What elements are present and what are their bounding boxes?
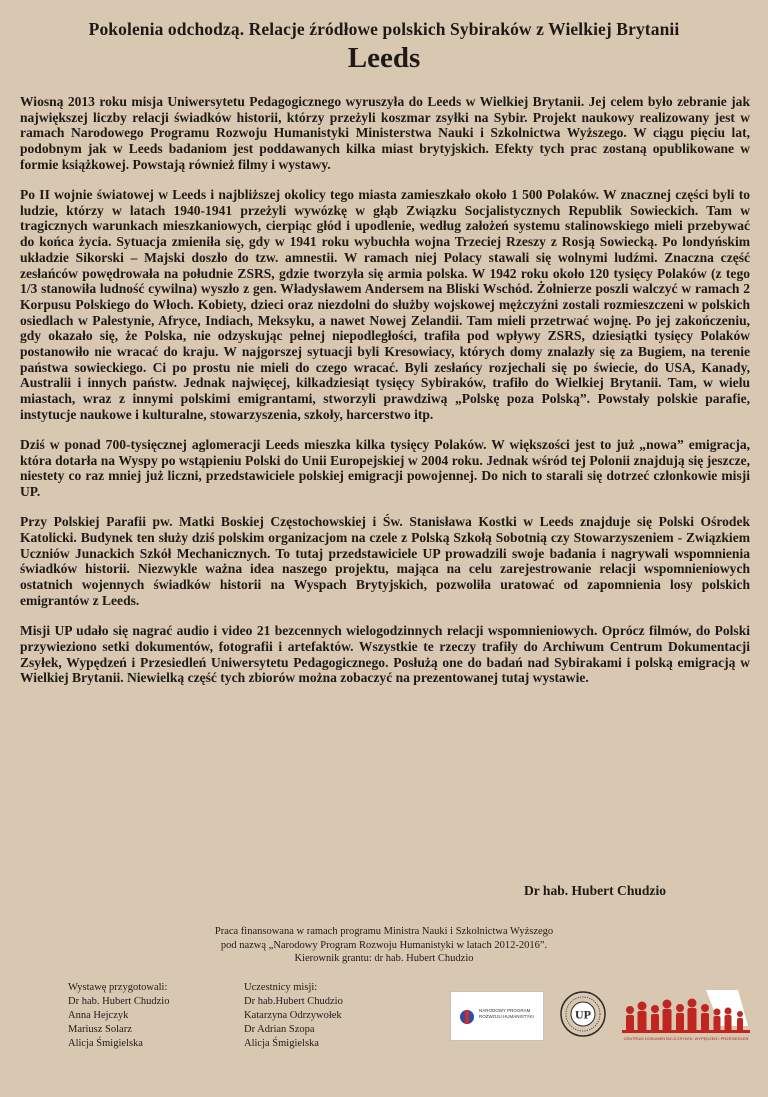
nprh-mark-icon <box>460 1010 474 1024</box>
funding-line: pod nazwą „Narodowy Program Rozwoju Humanistyki w latach 2012-2016”. <box>220 939 548 951</box>
mission-credits <box>244 981 343 1051</box>
poster-title: Pokolenia odchodzą. Relacje źródłowe polskich Sybiraków z Wielkiej Brytanii <box>88 19 680 39</box>
paragraph: Misji UP udało się nagrać audio i video 21 bezcennych wielogodzinnych relacji wspomnieniowych. Oprócz filmów, do Polski przywieziono setki dokumentów, fotografii i artefaktów. Wszystkie te rzeczy trafiły do Archiwum Centrum Dokumentacji Zsyłek, Wypędzeń i Przesiedleń Uniwersytetu Pedagogicznego. Posłużą one do badań nad Sybirakami i polską emigracją w Wielkiej Brytanii. Niewielką część tych zbiorów można zobaczyć na prezentowanej tutaj wystawie. <box>20 623 750 686</box>
credit-name: Alicja Śmigielska <box>68 1038 143 1049</box>
nprh-logo <box>450 991 544 1041</box>
exhibition-credits <box>68 981 169 1051</box>
funding-line: Kierownik grantu: dr hab. Hubert Chudzio <box>294 953 474 965</box>
credits-heading: Wystawę przygotowali: <box>68 982 168 993</box>
nprh-logo-text: NARODOWY PROGRAM ROZWOJU HUMANISTYKI <box>479 1008 534 1019</box>
university-seal-logo <box>559 990 607 1038</box>
paragraph: Przy Polskiej Parafii pw. Matki Boskiej Częstochowskiej i Św. Stanisława Kostki w Leeds znajduje się Polski Ośrodek Katolicki. Budynek ten służy dziś polskim organizacjom na czele z Polską Szkołą Sobotnią czy Stowarzyszeniem - Związkiem Uczniów Junackich Szkół Mechanicznych. To tutaj przedstawiciele UP prowadzili swoje badania i nagrywali wspomnienia świadków historii. Niezwykle ważna idea naszego projektu, mająca na celu zarejestrowanie relacji wspomnieniowych ostatnich wojennych świadków historii na Wyspach Brytyjskich, pozwoliła uratować od zapomnienia losy polskich emigrantów z Leeds. <box>20 514 750 608</box>
paragraph: Dziś w ponad 700-tysięcznej aglomeracji Leeds mieszka kilka tysięcy Polaków. W większości jest to już „nowa” emigracja, która dotarła na Wyspy po wstąpieniu Polski do Unii Europejskiej w 2004 roku. Jednak wśród tej Polonii znajdują się jeszcze, niestety co raz mniej już liczni, przedstawiciele polskiej emigracji powojennej. Do nich to starali się dotrzeć członkowie misji UP. <box>20 437 750 500</box>
credit-name: Anna Hejczyk <box>68 1010 129 1021</box>
poster-subtitle: Leeds <box>347 42 421 74</box>
article-body <box>20 94 750 700</box>
credit-name: Dr hab. Hubert Chudzio <box>68 996 170 1007</box>
paragraph: Wiosną 2013 roku misja Uniwersytetu Pedagogicznego wyruszyła do Leeds w Wielkiej Brytanii. Jej celem było zebranie jak największej liczby relacji świadków historii, którzy przeżyli koszmar zsyłki na Sybir. Projekt naukowy realizowany jest w ramach Narodowego Programu Rozwoju Humanistyki Ministerstwa Nauki i Szkolnictwa Wyższego. W ciągu pięciu lat, podobnym jak w Leeds badaniom jest poddawanych kilka miast brytyjskich. Efekty tych prac zostaną opublikowane w formie książkowej. Powstają również filmy i wystawy. <box>20 94 750 172</box>
funding-line: Praca finansowana w ramach programu Ministra Nauki i Szkolnictwa Wyższego <box>214 926 554 937</box>
credit-name: Alicja Śmigielska <box>244 1038 319 1049</box>
credit-name: Dr hab.Hubert Chudzio <box>244 996 343 1007</box>
credit-name: Katarzyna Odrzywołek <box>244 1010 342 1021</box>
seal-letters: UP <box>575 1007 591 1022</box>
credits-heading: Uczestnicy misji: <box>244 982 318 993</box>
credit-name: Dr Adrian Szopa <box>244 1024 315 1035</box>
documentation-center-caption: CENTRUM DOKUMENTACJI ZSYŁEK, WYPĘDZEŃ I PRZESIEDLEŃ <box>623 1036 749 1041</box>
funding-note <box>0 925 768 966</box>
credit-name: Mariusz Solarz <box>68 1024 132 1035</box>
author-signature: Dr hab. Hubert Chudzio <box>523 883 666 898</box>
paragraph: Po II wojnie światowej w Leeds i najbliższej okolicy tego miasta zamieszkało około 1 500 Polaków. W znacznej części byli to ludzie, którzy w latach 1940-1941 przeżyli wywózkę w głąb Związku Socjalistycznych Republik Sowieckich. Tam w tragicznych warunkach mieszkaniowych, cierpiąc głód i upodlenie, według założeń systemu stalinowskiego mieli przebywać do końca życia. Sytuacja zmieniła się, gdy w 1941 roku wybuchła wojna Trzeciej Rzeszy z Rosją Sowiecką. Po londyńskim układzie Sikorski – Majski doszło do tzw. amnestii. W ramach niej Polacy stawali się wolnymi ludźmi. Znaczna część zesłańców powędrowała na południe ZSRS, gdzie tworzyła się armia polska. W 1942 roku około 120 tysięcy Polaków (z tego 1/3 stanowiła ludność cywilna) wyszło z gen. Władysławem Andersem na Bliski Wschód. Żołnierze poszli walczyć w ramach 2 Korpusu Polskiego do Włoch. Kobiety, dzieci oraz niezdolni do służby wojskowej mężczyźni zostali rozmieszczeni w polskich osiedlach w Palestynie, Afryce, Indiach, Meksyku, a nawet Nowej Zelandii. Tam mieli przetrwać wojnę. Po jej zakończeniu, gdy okazało się, że Polska, nie odzyskując pełnej niepodległości, trafiła pod wpływy ZSRS, dziesiątki tysięcy Polaków postanowiło nie wracać do kraju. W najgorszej sytuacji byli Kresowiacy, których domy znalazły się za Bugiem, na terenie państwa sowieckiego. Ci po prostu nie mieli do czego wracać. Byli zesłańcy rozjechali się po świecie, do USA, Kanady, Australii i innych państw. Jednak najwięcej, kilkadziesiąt tysięcy Sybiraków, trafiło do Wielkiej Brytanii. Tam, w wielu miastach, wraz z innymi polskimi emigrantami, stworzyli prawdziwą „Polskę poza Polską”. Powstały polskie parafie, instytucje naukowe i kulturalne, stowarzyszenia, szkoły, harcerstwo itp. <box>20 187 750 422</box>
